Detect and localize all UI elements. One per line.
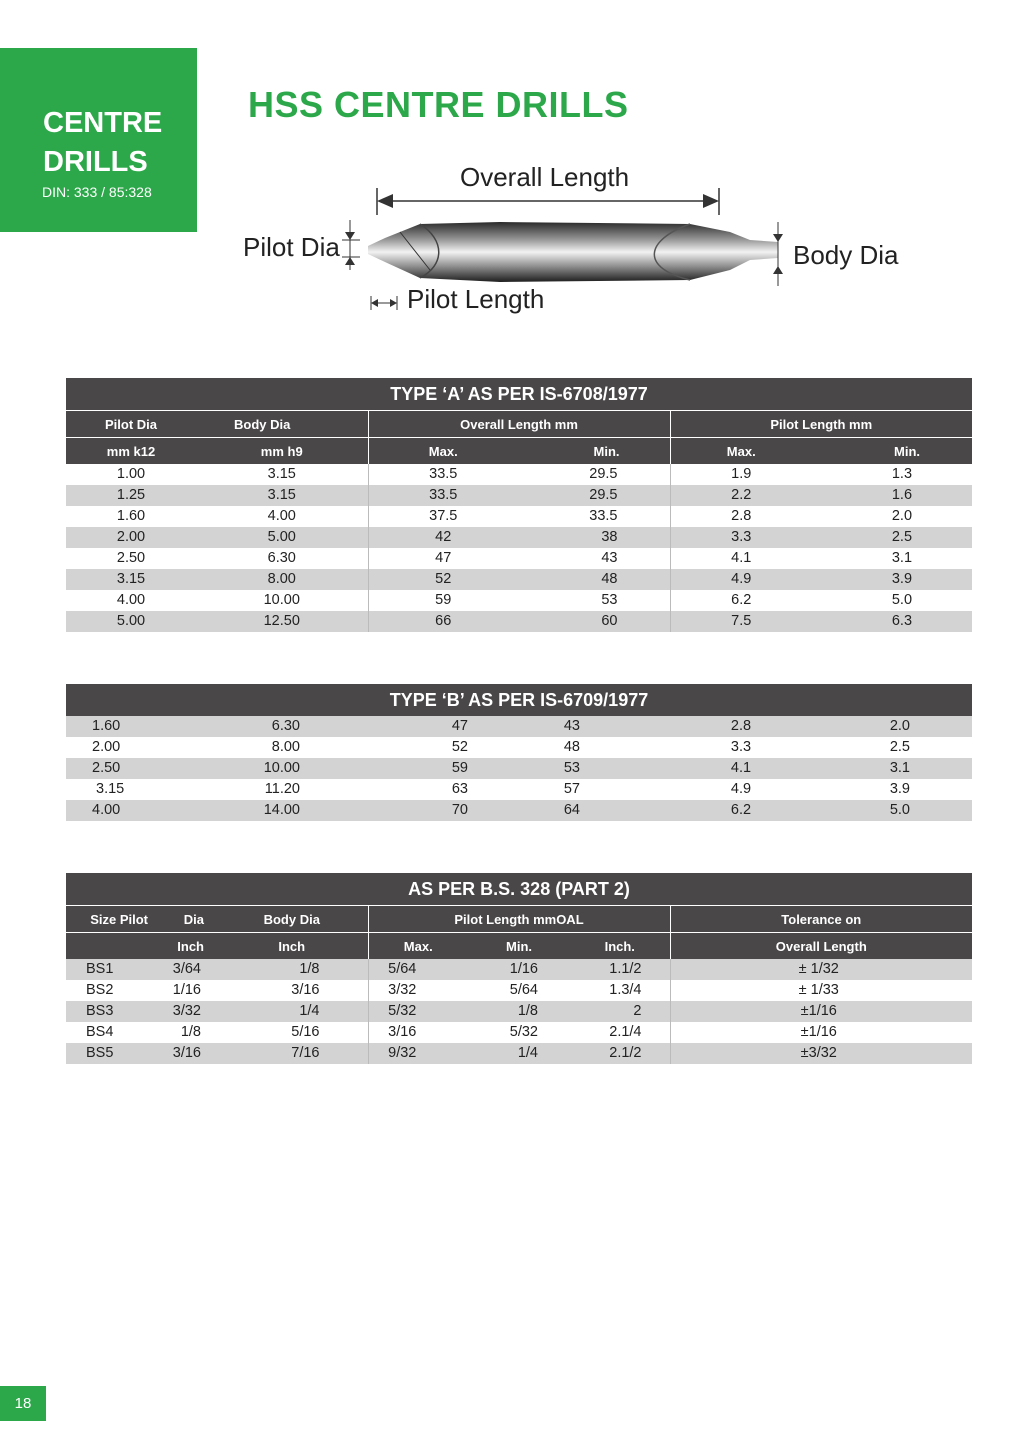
col-overall-length: Overall Length mm (368, 411, 670, 438)
table-cell: 52 (368, 569, 518, 590)
table-cell: 29.5 (589, 466, 618, 482)
table-cell: 59 (368, 590, 518, 611)
table-cell: 1.3/4 (609, 982, 642, 998)
col-inch-3: Inch. (570, 933, 670, 960)
table-cell: 2.8 (670, 506, 812, 527)
table-cell: 4.1 (670, 548, 812, 569)
col-overall-length: Overall Length (670, 933, 972, 960)
col-body-dia: Body Dia (216, 906, 368, 933)
table-cell: 3.15 (267, 466, 296, 482)
table-cell: 7/16 (216, 1043, 368, 1064)
type-b-title: TYPE ‘B’ AS PER IS-6709/1977 (66, 684, 972, 716)
table-cell: 3/16 (148, 1043, 216, 1064)
table-cell: 6.30 (186, 716, 368, 737)
table-cell: 4.00 (116, 592, 146, 608)
din-standard: DIN: 333 / 85:328 (42, 184, 152, 200)
table-cell: 63 (451, 781, 468, 797)
table-cell: 3/32 (368, 980, 468, 1001)
pilot-dia-label: Pilot Dia (243, 232, 340, 262)
table-cell: 33.5 (368, 485, 518, 506)
col-pl-max: Max. (670, 438, 812, 465)
table-cell: 1/4 (216, 1001, 368, 1022)
table-cell: 4.1 (670, 758, 812, 779)
table-cell: 5/32 (368, 1001, 468, 1022)
table-cell: BS1 (66, 959, 148, 980)
table-cell: 8.00 (196, 569, 368, 590)
table-cell: ±1/16 (670, 1001, 972, 1022)
table-cell: 6.2 (670, 800, 812, 821)
drill-diagram (230, 160, 930, 330)
table-cell: 1.60 (116, 508, 146, 524)
col-ol-min: Min. (518, 438, 670, 465)
col-size-pilot: Size Pilot (66, 906, 148, 933)
table-cell: 3.1 (812, 758, 972, 779)
table-cell: 53 (518, 758, 670, 779)
table-cell: 5.00 (196, 527, 368, 548)
table-cell: 48 (518, 569, 670, 590)
table-cell: 48 (563, 739, 580, 755)
table-cell: 33.5 (368, 464, 518, 485)
table-cell: 1.3 (891, 466, 913, 482)
table-cell: 2.00 (92, 739, 121, 755)
table-cell: 5.0 (812, 800, 972, 821)
section-title-line1: CENTRE (43, 107, 163, 139)
type-a-table (66, 378, 972, 632)
table-cell: 3.9 (889, 781, 910, 797)
type-a-title: TYPE ‘A’ AS PER IS-6708/1977 (66, 378, 972, 411)
table-cell: 4.9 (730, 781, 752, 797)
table-cell: 8.00 (271, 739, 300, 755)
table-cell: 60 (518, 611, 670, 632)
table-cell: 43 (518, 716, 670, 737)
section-title (43, 104, 162, 182)
table-cell: 70 (368, 800, 518, 821)
table-cell: 1/4 (468, 1043, 570, 1064)
bs-328-table (66, 873, 972, 1064)
table-cell: 3/16 (291, 982, 320, 998)
table-cell: 12.50 (196, 611, 368, 632)
table-cell: BS2 (86, 982, 114, 998)
table-cell: 42 (368, 527, 518, 548)
table-cell: 2.0 (891, 508, 913, 524)
table-cell: 47 (368, 716, 518, 737)
col-pilot-dia: Pilot Dia (66, 411, 196, 438)
col-ol-max: Max. (368, 438, 518, 465)
table-cell: 53 (601, 592, 618, 608)
table-cell: 47 (368, 548, 518, 569)
table-cell: 1.60 (66, 716, 186, 737)
table-cell: 3.3 (670, 527, 812, 548)
page-number: 18 (0, 1386, 46, 1421)
table-cell: 3.3 (730, 739, 752, 755)
table-cell: 43 (601, 550, 618, 566)
col-inch-1: Inch (148, 933, 216, 960)
table-cell: ± 1/33 (670, 980, 972, 1001)
type-b-table (66, 684, 972, 821)
table-cell: BS5 (66, 1043, 148, 1064)
table-cell: 6.3 (812, 611, 972, 632)
table-cell: 2.2 (670, 485, 812, 506)
table-cell: 4.9 (670, 569, 812, 590)
table-cell: 10.00 (186, 758, 368, 779)
body-dia-label: Body Dia (793, 240, 899, 270)
table-cell: 1.6 (812, 485, 972, 506)
table-cell: 37.5 (368, 506, 518, 527)
table-cell: 7.5 (670, 611, 812, 632)
section-tab (0, 48, 197, 232)
table-cell: 3.15 (96, 781, 125, 797)
table-cell: 2.5 (889, 739, 910, 755)
page-title: HSS CENTRE DRILLS (248, 84, 629, 125)
col-max: Max. (368, 933, 468, 960)
table-cell: ±3/32 (670, 1043, 972, 1064)
table-cell: 2.50 (116, 550, 146, 566)
col-mm-k12: mm k12 (66, 438, 196, 465)
table-cell: 5/64 (509, 982, 538, 998)
table-cell: 2.1/4 (609, 1024, 642, 1040)
col-dia: Dia (148, 906, 216, 933)
overall-length-label: Overall Length (460, 162, 630, 192)
table-cell: 3.1 (891, 550, 913, 566)
table-cell: 10.00 (263, 592, 300, 608)
table-cell: 6.2 (670, 590, 812, 611)
section-title-line2: DRILLS (43, 146, 148, 178)
table-cell: 4.00 (66, 800, 186, 821)
col-min: Min. (468, 933, 570, 960)
col-body-dia: Body Dia (196, 411, 368, 438)
table-cell: ± 1/32 (670, 959, 972, 980)
pilot-length-label: Pilot Length (407, 284, 545, 314)
table-cell: 3.15 (196, 485, 368, 506)
table-cell: 52 (451, 739, 468, 755)
table-cell: 5/16 (291, 1024, 320, 1040)
table-cell: 1/16 (468, 959, 570, 980)
table-cell: 3.15 (66, 569, 196, 590)
table-cell: 1.25 (66, 485, 196, 506)
col-pilot-length: Pilot Length mm (670, 411, 972, 438)
table-cell: 5/32 (509, 1024, 538, 1040)
table-cell: 38 (518, 527, 670, 548)
table-cell: 6.30 (267, 550, 296, 566)
col-pl-min: Min. (812, 438, 972, 465)
table-cell: 2 (570, 1001, 670, 1022)
table-cell: 1/16 (172, 982, 201, 998)
bs-title: AS PER B.S. 328 (PART 2) (66, 873, 972, 906)
table-cell: BS4 (86, 1024, 114, 1040)
table-cell: 2.00 (66, 527, 196, 548)
table-cell: 2.0 (812, 716, 972, 737)
table-cell: 9/32 (368, 1043, 468, 1064)
table-cell: 3/16 (368, 1022, 468, 1043)
table-cell: BS3 (66, 1001, 148, 1022)
table-cell: 57 (563, 781, 580, 797)
table-cell: 1.00 (116, 466, 146, 482)
table-cell: 1/8 (180, 1024, 201, 1040)
table-cell: 3.9 (812, 569, 972, 590)
table-cell: 11.20 (264, 781, 300, 797)
table-cell: 5.0 (891, 592, 913, 608)
table-cell: 3/64 (148, 959, 216, 980)
table-cell: 2.50 (66, 758, 186, 779)
table-cell: 1/8 (216, 959, 368, 980)
table-cell: 59 (368, 758, 518, 779)
table-cell: 5.00 (66, 611, 196, 632)
col-inch-2: Inch (216, 933, 368, 960)
table-cell: ±1/16 (670, 1022, 972, 1043)
col-mm-h9: mm h9 (196, 438, 368, 465)
table-cell: 33.5 (589, 508, 618, 524)
table-cell: 4.00 (267, 508, 296, 524)
col-pilot-length-oal: Pilot Length mmOAL (368, 906, 670, 933)
table-cell: 14.00 (186, 800, 368, 821)
table-cell: 2.8 (670, 716, 812, 737)
table-cell: 3/32 (148, 1001, 216, 1022)
table-cell: 2.5 (812, 527, 972, 548)
table-cell: 64 (518, 800, 670, 821)
table-cell: 1.1/2 (570, 959, 670, 980)
table-cell: 66 (368, 611, 518, 632)
table-cell: 5/64 (368, 959, 468, 980)
table-cell: 1.9 (670, 464, 812, 485)
table-cell: 29.5 (518, 485, 670, 506)
col-tolerance-on: Tolerance on (670, 906, 972, 933)
table-cell: 1/8 (468, 1001, 570, 1022)
table-cell: 2.1/2 (570, 1043, 670, 1064)
